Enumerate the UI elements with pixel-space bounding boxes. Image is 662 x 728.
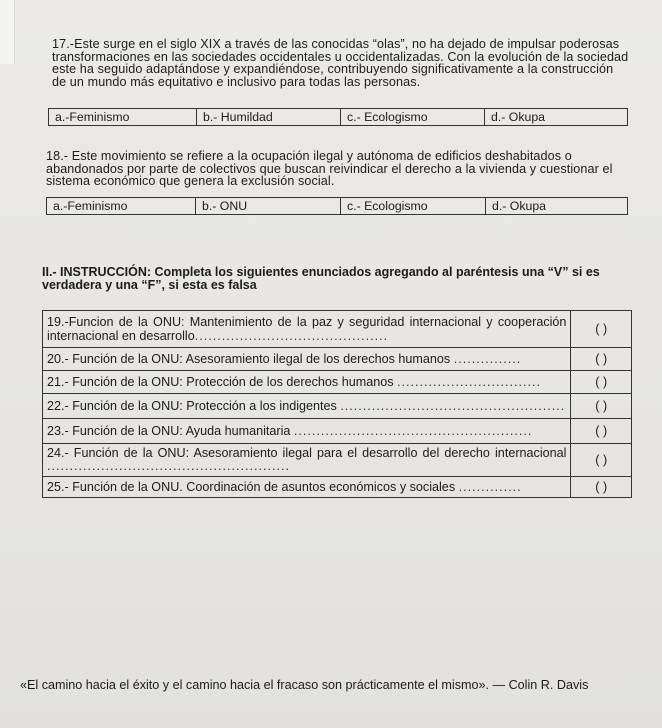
statement-22: 22.- Función de la ONU: Protección a los indigentes .................................................. (43, 394, 571, 419)
statement-25: 25.- Función de la ONU. Coordinación de asuntos económicos y sociales .............. (43, 477, 571, 498)
option-c[interactable]: c.- Ecologismo (341, 198, 486, 214)
option-b[interactable]: b.- ONU (196, 198, 341, 214)
answer-box-22[interactable]: ( ) (571, 394, 632, 419)
option-a[interactable]: a.-Feminismo (47, 198, 196, 214)
answer-box-23[interactable]: ( ) (571, 419, 632, 444)
answer-box-24[interactable]: ( ) (571, 444, 632, 477)
question-18-text: 18.- Este movimiento se refiere a la ocupación ilegal y autónoma de edificios deshabitados o abandonados por parte de colectivos que buscan reivindicar el derecho a la vivienda y cuestionar el sistema económico que genera la exclusión social. (46, 149, 613, 188)
option-c[interactable]: c.- Ecologismo (341, 109, 485, 125)
table-row (43, 419, 632, 444)
question-17-text: 17.-Este surge en el siglo XIX a través de las conocidas “olas”, no ha dejado de impulsar poderosas transformaciones en las sociedades occidentales u occidentalizadas. Con la evolución de la sociedad este ha seguido adaptándose y expandiéndose, contribuyendo significativamente a la construcción de un mundo más equitativo e inclusivo para todas las personas. (52, 37, 629, 89)
answer-box-19[interactable]: ( ) (571, 311, 632, 348)
true-false-table (42, 310, 632, 498)
table-row (43, 348, 632, 371)
table-row (43, 477, 632, 498)
option-b[interactable]: b.- Humildad (197, 109, 341, 125)
option-d[interactable]: d.- Okupa (492, 199, 546, 213)
answer-box-25[interactable]: ( ) (571, 477, 632, 498)
table-row (43, 311, 632, 348)
table-row (43, 444, 632, 477)
table-row (43, 371, 632, 394)
option-d[interactable]: d.- Okupa (491, 110, 545, 124)
answer-box-20[interactable]: ( ) (571, 348, 632, 371)
question-17-options (48, 108, 628, 126)
paper-edge (0, 0, 15, 64)
question-18-options (46, 197, 628, 215)
statement-24: 24.- Función de la ONU: Asesoramiento ilegal para el desarrollo del derecho internacional ...................................................... (43, 444, 571, 477)
statement-20: 20.- Función de la ONU: Asesoramiento ilegal de los derechos humanos ............... (43, 348, 571, 371)
statement-19: 19.-Funcion de la ONU: Mantenimiento de la paz y seguridad internacional y cooperación internacional en desarrollo........................................... (43, 311, 571, 348)
statement-21: 21.- Función de la ONU: Protección de los derechos humanos ................................ (43, 371, 571, 394)
statement-23: 23.- Función de la ONU: Ayuda humanitaria ..................................................... (43, 419, 571, 444)
answer-box-21[interactable]: ( ) (571, 371, 632, 394)
option-a[interactable]: a.-Feminismo (49, 109, 197, 125)
closing-quote: «El camino hacia el éxito y el camino hacia el fracaso son prácticamente el mismo». — Colin R. Davis (20, 678, 589, 692)
table-row (43, 394, 632, 419)
section-heading: II.- INSTRUCCIÓN: Completa los siguientes enunciados agregando al paréntesis una “V” si es verdadera y una “F”, si esta es falsa (42, 265, 600, 292)
